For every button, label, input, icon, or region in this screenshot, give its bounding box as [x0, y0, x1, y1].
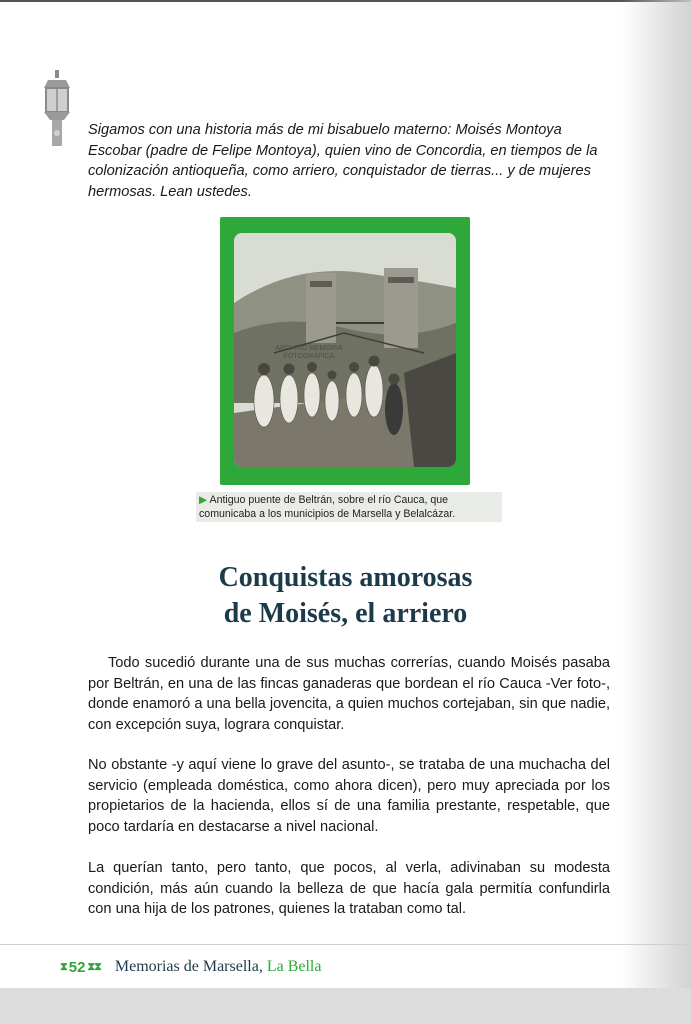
page-number-badge [60, 959, 101, 976]
book-title-main: Memorias de Marsella, [114, 958, 263, 975]
body-paragraph-3: La querían tanto, pero tanto, que pocos, al verla, adivinaban su modesta condición, más aún cuando la belleza de que hacía gala permitía confundirla con una hija de los patrones, quienes la trataban como tal. [88, 860, 610, 917]
page-footer [60, 956, 321, 978]
body-paragraph-2: No obstante -y aquí viene lo grave del asunto-, se trataba de una muchacha del servicio (empleada doméstica, como ahora dicen), pero muy apreciada por los propietarios de la hacienda, ellos sí de una familia prestante, respetable, que poco tardaría en destacarse a nivel nacional. [88, 757, 610, 835]
top-border [0, 0, 691, 2]
ornament-left-icon: ⧗ [60, 960, 67, 973]
ornament-right-icon: ⧗⧗ [87, 960, 101, 973]
bridge-photo [234, 233, 456, 467]
caption-arrow-icon: ▶ [199, 494, 208, 506]
book-title-subtitle: La Bella [266, 958, 322, 975]
intro-paragraph: Sigamos con una historia más de mi bisabuelo materno: Moisés Montoya Escobar (padre de Felipe Montoya), quien vino de Concordia, en tiempos de la colonización antioqueña, como arriero, conquistador de tierras... y de mujeres hermosas. Lean ustedes. [88, 122, 598, 200]
section-title-line-2: de Moisés, el arriero [223, 598, 468, 629]
page-edge-shadow [621, 0, 691, 1024]
caption-line-2: comunicaba a los municipios de Marsella y Belalcázar. [199, 508, 456, 520]
section-title [60, 560, 631, 632]
footer-divider [0, 944, 691, 945]
body-paragraph-1: Todo sucedió durante una de sus muchas correrías, cuando Moisés pasaba por Beltrán, en una de las fincas ganaderas que bordean el río Cauca -Ver foto-, donde enamoró a una bella jovencita, a quien muchos cortejaban, sin que nadie, con excepción suya, lograra conquistar. [88, 655, 610, 733]
section-title-line-1: Conquistas amorosas [218, 562, 473, 593]
photo-caption [196, 492, 502, 522]
page-number: 52 [68, 958, 86, 976]
street-lamp-icon [40, 70, 74, 150]
book-title [115, 958, 322, 976]
photo-frame [220, 217, 470, 485]
viewer-bottom-band [0, 988, 691, 1024]
caption-line-1: Antiguo puente de Beltrán, sobre el río Cauca, que [209, 494, 449, 506]
photo-watermark: ARCHIVO MEMORIA FOTOGRÁFICA [275, 345, 343, 360]
